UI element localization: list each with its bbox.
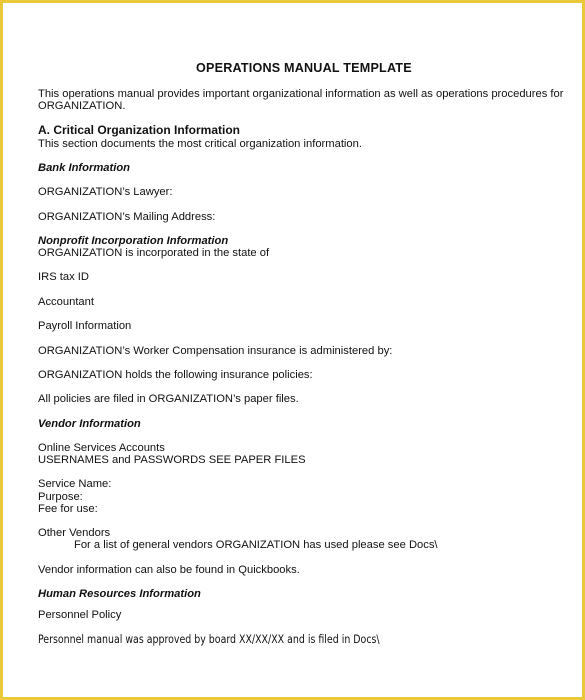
bank-info-heading: Bank Information <box>38 162 130 174</box>
policies-filed-line: All policies are filed in ORGANIZATION’s paper files. <box>38 393 299 405</box>
vendor-info-heading: Vendor Information <box>38 418 141 430</box>
accountant-field: Accountant <box>38 296 94 308</box>
service-name-field: Service Name: <box>38 478 112 490</box>
personnel-policy-line: Personnel Policy <box>38 609 122 621</box>
quickbooks-line: Vendor information can also be found in Quickbooks. <box>38 564 300 576</box>
general-vendors-line: For a list of general vendors ORGANIZATION has used please see Docs\ <box>74 539 438 551</box>
irs-tax-id-field: IRS tax ID <box>38 271 89 283</box>
section-a-description: This section documents the most critical organization information. <box>38 138 362 150</box>
intro-line-2: ORGANIZATION. <box>38 100 126 112</box>
mailing-address-field: ORGANIZATION’s Mailing Address: <box>38 211 216 223</box>
insurance-policies-field: ORGANIZATION holds the following insurance policies: <box>38 369 313 381</box>
workers-comp-field: ORGANIZATION’s Worker Compensation insurance is administered by: <box>38 345 393 357</box>
fee-field: Fee for use: <box>38 503 98 515</box>
intro-line-1: This operations manual provides important organizational information as well as operations procedures for <box>38 88 564 100</box>
online-accounts-line: Online Services Accounts <box>38 442 165 454</box>
hr-heading: Human Resources Information <box>38 588 201 600</box>
section-a-heading: A. Critical Organization Information <box>38 123 241 137</box>
manual-approved-line: Personnel manual was approved by board XX/XX/XX and is filed in Docs\ <box>38 632 380 646</box>
purpose-field: Purpose: <box>38 491 83 503</box>
usernames-line: USERNAMES and PASSWORDS SEE PAPER FILES <box>38 454 306 466</box>
payroll-field: Payroll Information <box>38 320 132 332</box>
document-title: OPERATIONS MANUAL TEMPLATE <box>196 61 412 75</box>
nonprofit-heading: Nonprofit Incorporation Information <box>38 235 229 247</box>
lawyer-field: ORGANIZATION’s Lawyer: <box>38 186 173 198</box>
other-vendors-line: Other Vendors <box>38 527 111 539</box>
incorporated-line: ORGANIZATION is incorporated in the state of <box>38 247 270 259</box>
